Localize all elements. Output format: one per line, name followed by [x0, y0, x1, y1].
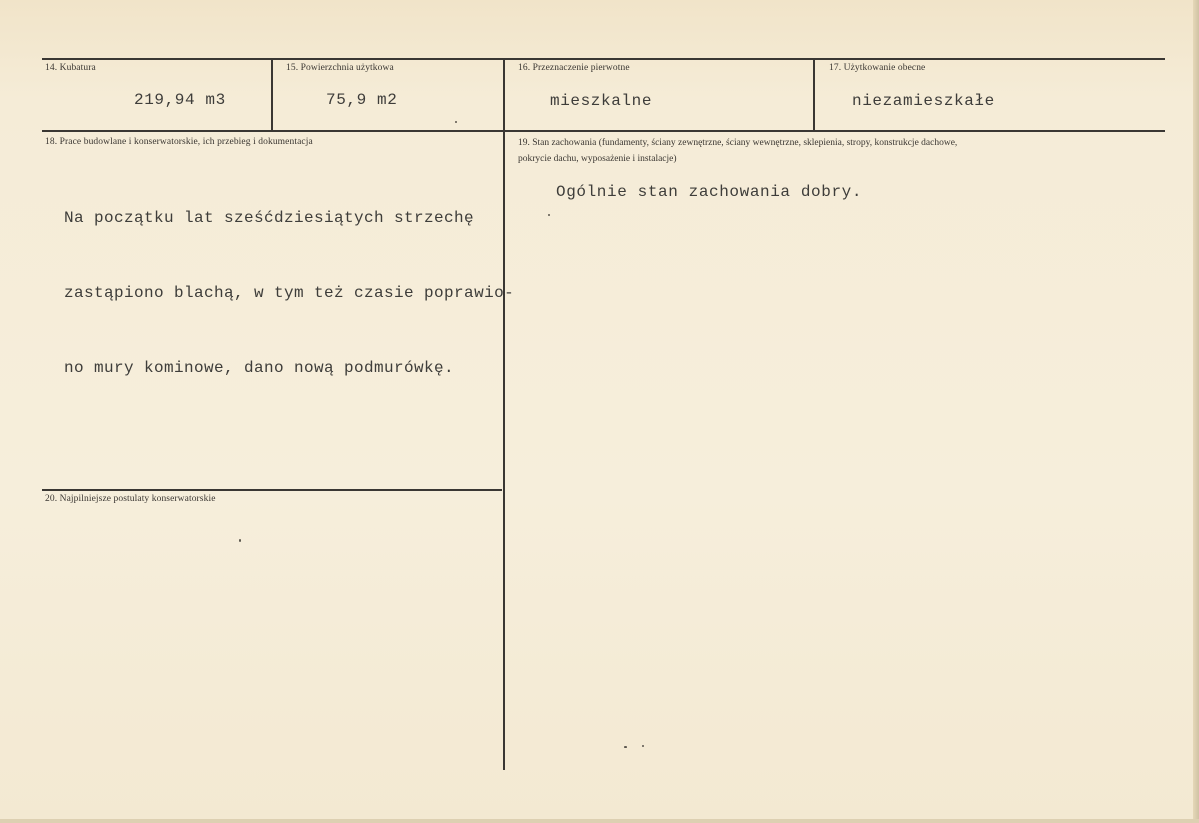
field-15-value: 75,9 m2: [326, 91, 398, 109]
field-14-value: 219,94 m3: [134, 91, 226, 109]
section-divider: [42, 489, 502, 491]
paper-speck: [642, 745, 644, 747]
field-19-value: Ogólnie stan zachowania dobry.: [556, 183, 863, 201]
top-rule: [42, 58, 1165, 60]
field-14-label: 14. Kubatura: [45, 63, 96, 73]
card-edge-right: [1193, 0, 1199, 823]
field-18-line-2: zastąpiono blachą, w tym też czasie poprawio-: [64, 284, 515, 302]
field-16-value: mieszkalne: [550, 92, 653, 110]
field-16-label: 16. Przeznaczenie pierwotne: [518, 63, 630, 73]
field-18-line-3: no mury kominowe, dano nową podmurówkę.: [64, 359, 455, 377]
card-edge-bottom: [0, 819, 1199, 823]
paper-speck: [624, 746, 627, 748]
field-15-label: 15. Powierzchnia użytkowa: [286, 63, 394, 73]
column-divider-3: [813, 58, 815, 131]
field-17-value: niezamieszkałe: [852, 92, 995, 110]
paper-speck: [548, 214, 550, 216]
row-divider: [42, 130, 1165, 132]
field-18-line-1: Na początku lat sześćdziesiątych strzechę: [64, 209, 475, 227]
paper-speck: [455, 121, 457, 123]
column-divider-1: [271, 58, 273, 131]
field-17-label: 17. Użytkowanie obecne: [829, 63, 926, 73]
field-20-label: 20. Najpilniejsze postulaty konserwatorskie: [45, 494, 216, 504]
paper-speck: [239, 539, 241, 542]
field-19-label: 19. Stan zachowania (fundamenty, ściany zewnętrzne, ściany wewnętrzne, sklepienia, stropy, konstrukcje dachowe, pokrycie dachu, wyposażenie i instalacje): [518, 138, 958, 164]
field-18-text: [64, 156, 514, 431]
field-18-label: 18. Prace budowlane i konserwatorskie, ich przebieg i dokumentacja: [45, 137, 313, 147]
